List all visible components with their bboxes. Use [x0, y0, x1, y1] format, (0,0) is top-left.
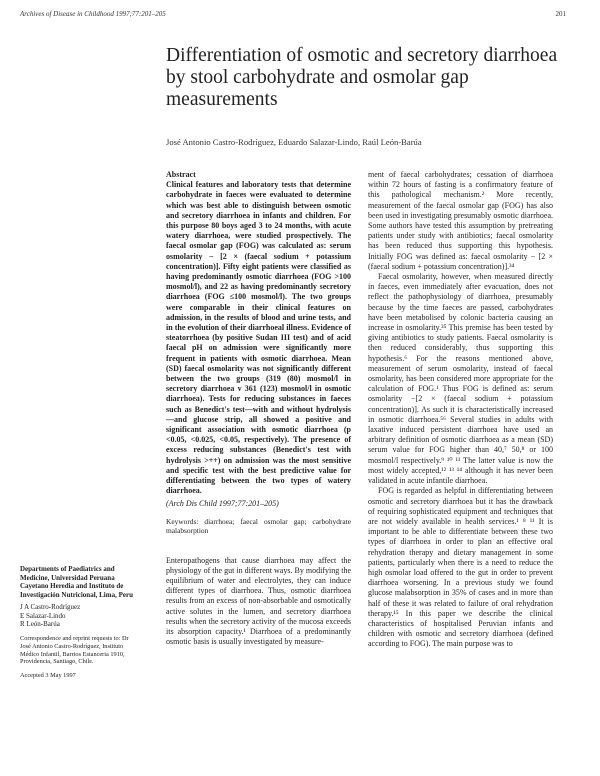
- correspondence-note: Correspondence and reprint requests to: Dr José Antonio Castro-Rodríguez, Instituto Médico Infantil, Barrios Estanceria 1910, Providencia, Santiago, Chile.: [20, 634, 129, 666]
- affiliation-sidebar: [20, 565, 140, 681]
- article-title: Differentiation of osmotic and secretory diarrhoea by stool carbohydrate and osmolar gap measurements: [166, 45, 558, 110]
- page-number: 201: [555, 10, 566, 18]
- body-paragraph-1: Enteropathogens that cause diarrhoea may affect the physiology of the gut in different ways. By modifying the equilibrium of water and electrolytes, they can induce different types of diarrhoea. Thus, osmotic diarrhoea results from an excess of non-absorbable and osmotically active solutes in the lumen, and secretory diarrhoea results when the secretory activity of the mucosa exceeds its absorption capacity.¹ Diarrhoea of a predominantly osmotic basis is usually investigated by measure-: [166, 555, 351, 647]
- abstract-heading: Abstract: [166, 170, 196, 179]
- article-authors: José Antonio Castro-Rodríguez, Eduardo Salazar-Lindo, Raúl León-Barúa: [166, 137, 422, 147]
- body-paragraph-4: FOG is regarded as helpful in differentiating between osmotic and secretory diarrhoea but it has the drawback of requiring sophisticated equipment and techniques that are not widely available in health services.¹ ⁸ ¹¹ It is important to be able to differentiate between these two types of diarrhoea in order to plan an effective oral rehydration therapy and dietary management in some patients, particularly when there is a need to reduce the high osmolar load offered to the gut in order to prevent diarrhoea worsening. In a previous study we found glucose malabsorption in 35% of cases and in more than half of these it was related to failure of oral rehydration therapy.¹⁵ In this paper we describe the clinical characteristics of hospitalised Peruvian infants and children with osmotic and secretory diarrhoea (defined according to FOG). The main purpose was to: [368, 486, 553, 649]
- abstract-text: Clinical features and laboratory tests that determine carbohydrate in faeces were evaluated to determine which was best able to distinguish between osmotic and secretory diarrhoea in infants and children. For this purpose 80 boys aged 3 to 24 months, with acute watery diarrhoea, were studied prospectively. The faecal osmolar gap (FOG) was calculated as: serum osmolarity − [2 × (faecal sodium + potassium concentration)]. Fifty eight patients were classified as having predominantly osmotic diarrhoea (FOG >100 mosmol/l), and 22 as having predominantly secretory diarrhoea (FOG ≤100 mosmol/l). The two groups were comparable in their clinical features on admission, in the results of blood and urine tests, and in the evolution of their diarrhoeal illness. Evidence of steatorrhoea (by positive Sudan III test) and of acid faecal pH on admission were significantly more frequent in patients with osmotic diarrhoea. Mean (SD) faecal osmolarity was not significantly different between the two groups (319 (80) mosmol/l in secretory diarrhoea v 361 (123) mosmol/l in osmotic diarrhoea). Tests for reducing substances in faeces such as Benedict's test—with and without hydrolysis—and glucose strip, all showed a positive and significant association with osmotic diarrhoea (p <0.05, <0.025, <0.05, respectively). The presence of excess reducing substances (Benedict's test with hydrolysis >++) on admission was the most sensitive and specific test with the best predictive value for differentiating between the two types of watery diarrhoea.: [166, 180, 351, 496]
- journal-citation: Archives of Disease in Childhood 1997;77:201–205: [20, 10, 166, 18]
- department-affiliation: Departments of Paediatrics and Medicine, Universidad Peruana Cayetano Heredia and Instituto de Investigación Nutricional, Lima, Peru: [20, 565, 133, 600]
- sidebar-author: J A Castro-Rodríguez: [20, 602, 81, 611]
- sidebar-author: R León-Barúa: [20, 620, 60, 629]
- body-paragraph-2: ment of faecal carbohydrates; cessation of diarrhoea within 72 hours of fasting is a confirmatory feature of this pathological mechanism.² More recently, measurement of the faecal osmolar gap (FOG) has also been used in investigating presumably osmotic diarrhoea. Some authors have tested this assumption by pretreating patients under study with antibiotics; faecal osmolarity has been reduced thus supporting this hypothesis. Initially FOG was defined as: faecal osmolarity − [2 × (faecal sodium + potassium concentration)].³⁴: [368, 170, 553, 271]
- sidebar-author: E Salazar-Lindo: [20, 611, 66, 620]
- running-head: [20, 10, 580, 22]
- column-left: [166, 170, 351, 647]
- sidebar-authors: [20, 603, 140, 629]
- keywords: Keywords: diarrhoea; faecal osmolar gap; carbohydrate malabsorption: [166, 516, 351, 536]
- accepted-date: Accepted 3 May 1997: [20, 672, 76, 680]
- column-right: [368, 170, 553, 650]
- abstract-reference: (Arch Dis Child 1997;77:201–205): [166, 498, 279, 508]
- body-paragraph-3: Faecal osmolarity, however, when measured directly in faeces, even immediately after evacuation, does not reflect the pathophysiology of diarrhoea, presumably because by the time faeces are passed, carbohydrates have been metabolised by colonic bacteria causing an increase in osmolarity.³⁵ This premise has been tested by giving antibiotics to study patients. Faecal osmolarity is then reduced considerably, thus supporting this hypothesis.⁶ For the reasons mentioned above, measurement of serum osmolarity, instead of faecal osmolarity, has been considered more appropriate for the calculation of FOG.¹ Thus FOG is defined as: serum osmolarity −[2 × (faecal sodium + potassium concentration)]. As such it is characteristically increased in osmotic diarrhoea.⁵⁶ Several studies in adults with laxative induced persistent diarrhoea have used an arbitrary definition of osmotic diarrhoea as a mean (SD) serum value for FOG higher than 40,⁷ 50,⁸ or 100 mosmol/l respectively.⁹ ¹⁰ ¹¹ The latter value is now the most widely accepted,¹² ¹³ ¹⁴ although it has never been validated in acute infantile diarrhoea.: [368, 272, 553, 486]
